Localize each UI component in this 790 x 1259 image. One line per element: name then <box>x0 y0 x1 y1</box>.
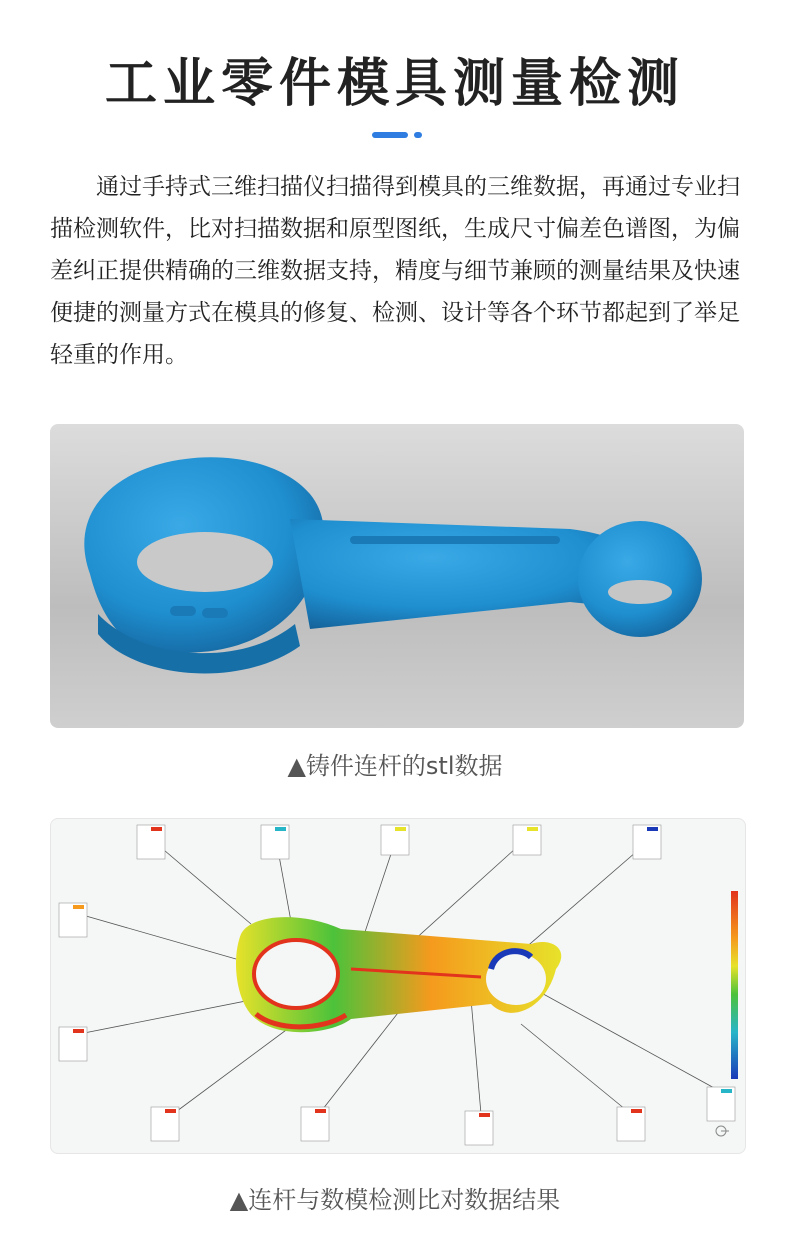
intro-paragraph <box>50 166 744 376</box>
title-accent-dot <box>414 132 422 138</box>
measurement-tag <box>151 1107 179 1141</box>
deviation-colored-rod <box>236 917 561 1032</box>
connecting-rod-model <box>84 457 702 673</box>
measurement-tag <box>617 1107 645 1141</box>
measurement-tag <box>59 903 87 937</box>
deviation-map-image <box>50 818 746 1154</box>
measurement-tag <box>137 825 165 859</box>
measurement-tag <box>633 825 661 859</box>
deviation-color-scale <box>731 891 738 1079</box>
stl-data-caption: ▲铸件连杆的stl数据 <box>287 752 503 780</box>
measurement-tag <box>465 1111 493 1145</box>
intro-text: 通过手持式三维扫描仪扫描得到模具的三维数据，再通过专业扫描检测软件，比对扫描数据和原型图纸，生成尺寸偏差色谱图，为偏差纠正提供精确的三维数据支持，精度与细节兼顾的测量结果及快速便捷的测量方式在模具的修复、检测、设计等各个环节都起到了举足轻重的作用。 <box>50 174 740 368</box>
measurement-tag <box>59 1027 87 1061</box>
title-accent-bar <box>372 132 408 138</box>
page-title: 工业零件模具测量检测 <box>104 54 685 114</box>
measurement-tag <box>707 1087 735 1121</box>
measurement-tag <box>261 825 289 859</box>
axis-triad-icon <box>716 1126 729 1136</box>
measurement-tag <box>301 1107 329 1141</box>
measurement-tag <box>381 825 409 855</box>
stl-data-image <box>50 424 744 728</box>
measurement-tag <box>513 825 541 855</box>
deviation-map-caption: ▲连杆与数模检测比对数据结果 <box>229 1186 561 1214</box>
